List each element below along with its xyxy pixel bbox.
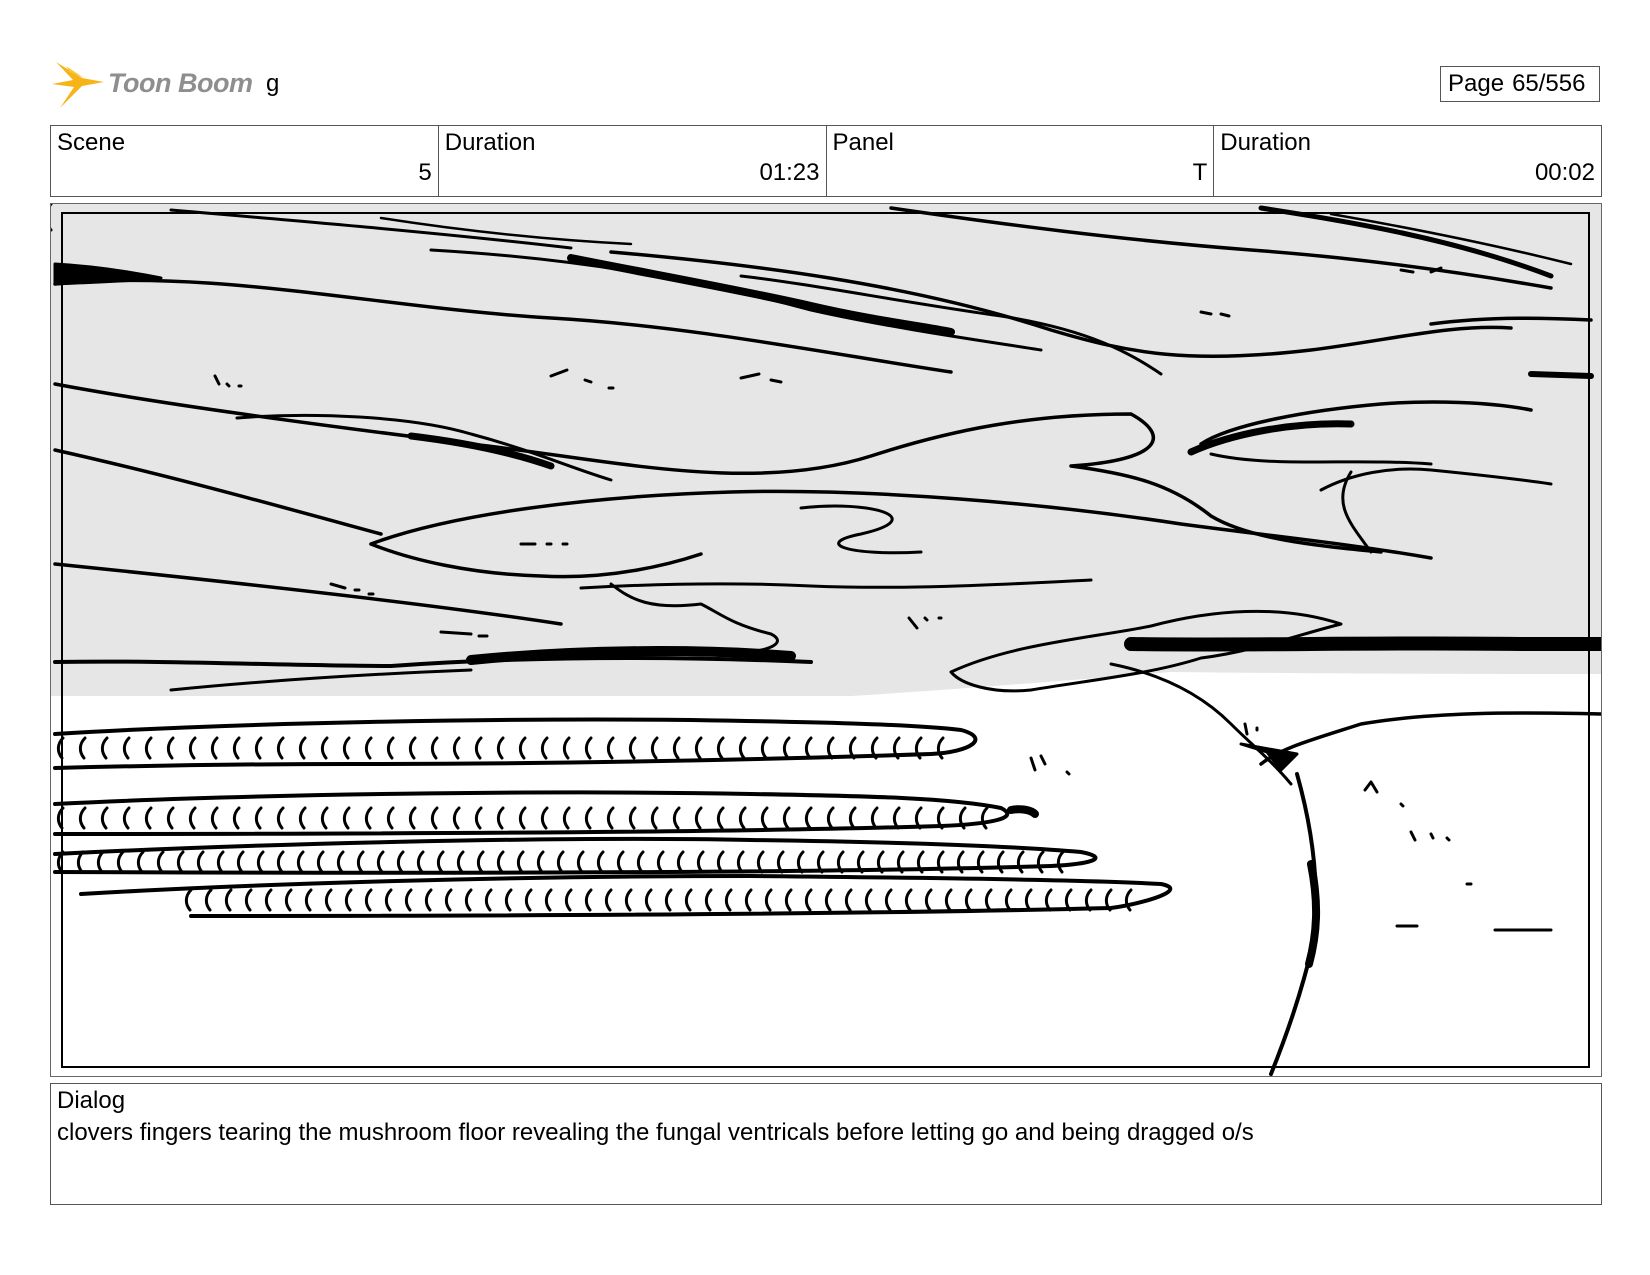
- dialog-label: Dialog: [57, 1087, 126, 1114]
- page-label: Page: [1448, 70, 1505, 97]
- panel-duration-cell: [1213, 126, 1601, 196]
- page-indicator: [1440, 66, 1600, 102]
- storyboard-panel: [50, 203, 1602, 1077]
- ventricals: [55, 720, 1170, 916]
- panel-duration-value: 00:02: [1534, 159, 1595, 186]
- dialog-box: [50, 1083, 1602, 1205]
- project-title: g: [266, 70, 280, 97]
- panel-cell: [826, 126, 1214, 196]
- scene-value: 5: [418, 159, 432, 186]
- scene-label: Scene: [57, 129, 126, 156]
- scene-duration-cell: [438, 126, 826, 196]
- scene-info-row: [50, 125, 1602, 197]
- toon-boom-logo: [52, 56, 252, 114]
- scene-duration-value: 01:23: [759, 159, 820, 186]
- scene-cell: [51, 126, 438, 196]
- star-burst-icon: [52, 56, 106, 112]
- page-number: 65/556: [1512, 70, 1586, 97]
- logo-text: Toon Boom: [108, 68, 253, 98]
- panel-label: Panel: [832, 129, 894, 156]
- scene-duration-label: Duration: [444, 129, 536, 156]
- panel-duration-label: Duration: [1220, 129, 1311, 156]
- panel-drawing: [51, 204, 1601, 1076]
- dialog-text: clovers fingers tearing the mushroom floor revealing the fungal ventricals before letting go and being dragged o/s: [57, 1119, 1254, 1146]
- panel-value: T: [1192, 159, 1208, 186]
